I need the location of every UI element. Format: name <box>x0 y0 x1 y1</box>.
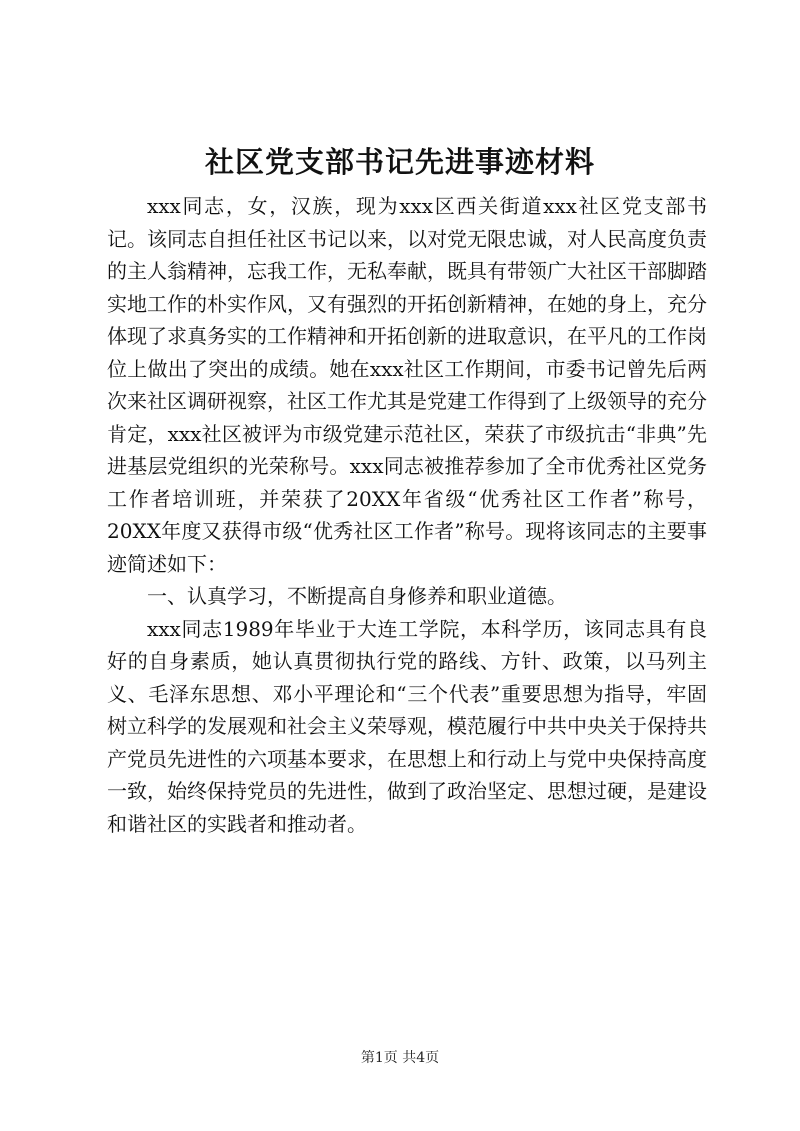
paragraph-education: xxx同志1989年毕业于大连工学院，本科学历，该同志具有良好的自身素质，她认真贯彻执行党的路线、方针、政策，以马列主义、毛泽东思想、邓小平理论和“三个代表”重要思想为指导，牢固树立科学的发展观和社会主义荣辱观，模范履行中共中央关于保持共产党员先进性的六项基本要求，在思想上和行动上与党中央保持高度一致，始终保持党员的先进性，做到了政治坚定、思想过硬，是建设和谐社区的实践者和推动者。 <box>107 616 707 836</box>
page-footer: 第1页 共4页 <box>360 1050 440 1066</box>
document-title: 社区党支部书记先进事迹材料 <box>204 145 595 179</box>
paragraph-section-heading: 一、认真学习，不断提高自身修养和职业道德。 <box>147 584 567 608</box>
document-body <box>107 190 707 840</box>
paragraph-intro: xxx同志，女，汉族，现为xxx区西关街道xxx社区党支部书记。该同志自担任社区书记以来，以对党无限忠诚，对人民高度负责的主人翁精神，忘我工作，无私奉献，既具有带领广大社区干部脚踏实地工作的朴实作风，又有强烈的开拓创新精神，在她的身上，充分体现了求真务实的工作精神和开拓创新的进取意识，在平凡的工作岗位上做出了突出的成绩。她在xxx社区工作期间，市委书记曾先后两次来社区调研视察，社区工作尤其是党建工作得到了上级领导的充分肯定，xxx社区被评为市级党建示范社区，荣获了市级抗击“非典”先进基层党组织的光荣称号。xxx同志被推荐参加了全市优秀社区党务工作者培训班，并荣获了20XX年省级“优秀社区工作者”称号，20XX年度又获得市级“优秀社区工作者”称号。现将该同志的主要事迹简述如下： <box>107 194 707 576</box>
